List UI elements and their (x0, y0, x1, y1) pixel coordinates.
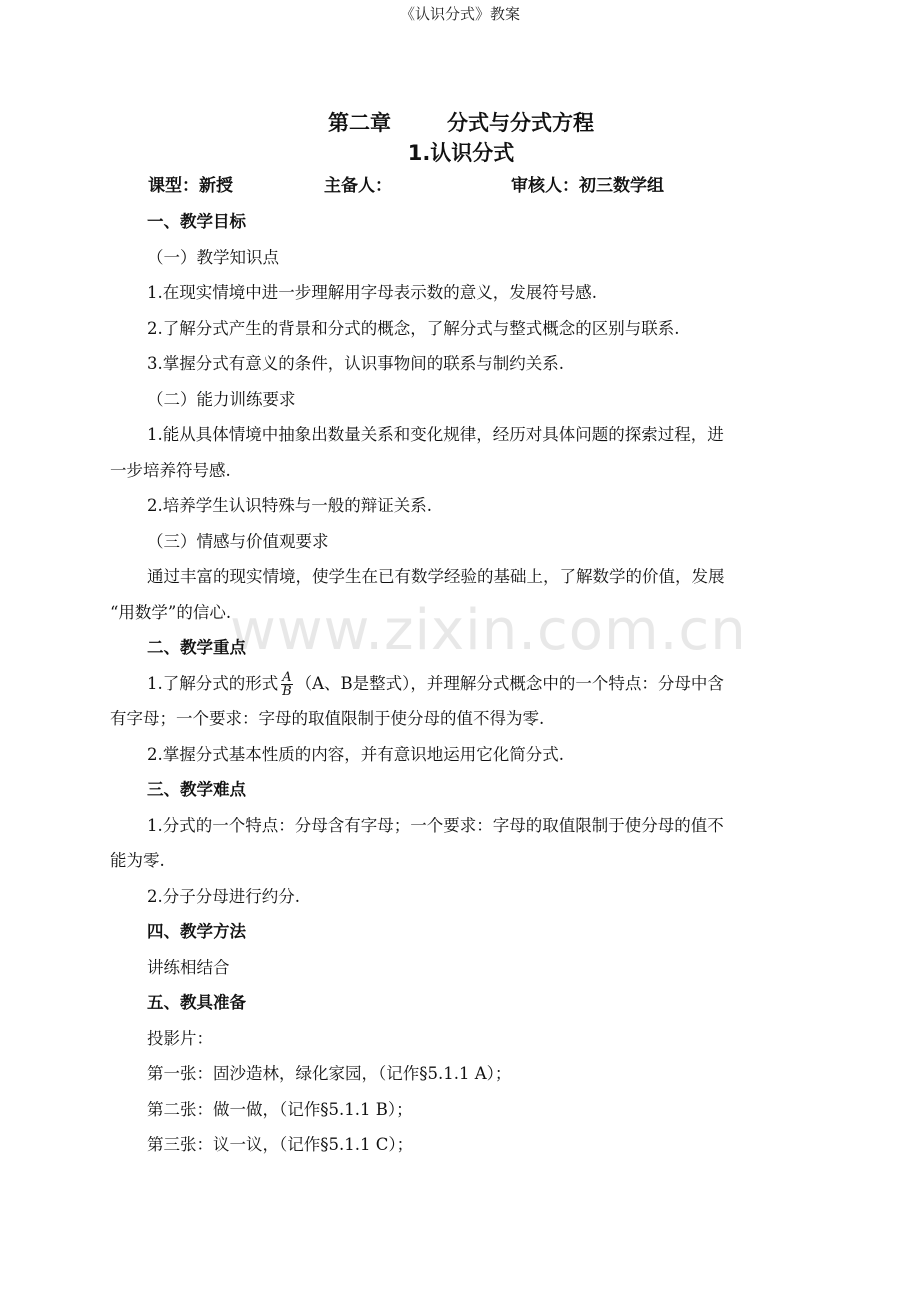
page-header: 《认识分式》教案 (399, 5, 520, 23)
key-point-1-line-2: 有字母；一个要求：字母的取值限制于使分母的值不得为零. (110, 709, 545, 728)
difficulty-1-line-1: 1.分式的一个特点：分母含有字母；一个要求：字母的取值限制于使分母的值不 (147, 815, 724, 835)
knowledge-point-1: 1.在现实情境中进一步理解用字母表示数的意义，发展符号感. (147, 283, 597, 302)
fraction-a-over-b (281, 671, 292, 698)
fraction-numerator: A (282, 669, 292, 685)
section-heading-methods: 四、教学方法 (147, 922, 246, 941)
section-heading-key-points: 二、教学重点 (147, 638, 246, 657)
reviewer: 审核人：初三数学组 (511, 176, 664, 196)
key-point-1-prefix: 1.了解分式的形式 (147, 673, 279, 693)
chapter-title (110, 108, 812, 138)
knowledge-point-2: 2.了解分式产生的背景和分式的概念，了解分式与整式概念的区别与联系. (147, 318, 680, 338)
section-heading-difficulties: 三、教学难点 (147, 780, 246, 799)
chapter-number: 第二章 (328, 111, 391, 135)
document-body (110, 108, 812, 1163)
lesson-type: 课型：新授 (148, 176, 233, 196)
chapter-name: 分式与分式方程 (447, 111, 594, 135)
methods-text: 讲练相结合 (147, 957, 230, 977)
materials-item: 第三张：议一议，（记作§5.1.1 C）； (147, 1135, 414, 1154)
ability-point-2: 2.培养学生认识特殊与一般的辩证关系. (147, 496, 432, 515)
knowledge-point-3: 3.掌握分式有意义的条件，认识事物间的联系与制约关系. (147, 354, 564, 373)
values-text-line-2: “用数学”的信心. (110, 602, 232, 622)
lead-preparer: 主备人： (324, 176, 392, 196)
key-point-1-line-1 (110, 666, 812, 702)
section-heading-materials: 五、教具准备 (147, 993, 246, 1012)
difficulty-2: 2.分子分母进行约分. (147, 886, 300, 906)
key-point-1-suffix: （A、B是整式），并理解分式概念中的一个特点：分母中含 (295, 673, 724, 693)
watermark: www.zixin.com.cn (230, 598, 747, 663)
ability-point-1-line-2: 一步培养符号感. (110, 460, 231, 480)
materials-intro: 投影片： (147, 1028, 213, 1048)
materials-item: 第二张：做一做，（记作§5.1.1 B）； (147, 1099, 413, 1119)
lesson-title: 1.认识分式 (407, 141, 515, 165)
fraction-denominator: B (282, 683, 292, 699)
section-heading-goals: 一、教学目标 (147, 212, 246, 231)
key-point-2: 2.掌握分式基本性质的内容，并有意识地运用它化简分式. (147, 744, 564, 764)
materials-item: 第一张：固沙造林，绿化家园，（记作§5.1.1 A）； (147, 1064, 512, 1083)
subheading-ability: （二）能力训练要求 (147, 389, 296, 409)
values-text-line-1: 通过丰富的现实情境，使学生在已有数学经验的基础上，了解数学的价值，发展 (147, 567, 725, 586)
subheading-values: （三）情感与价值观要求 (147, 531, 329, 551)
lesson-meta (148, 168, 812, 204)
subheading-knowledge: （一）教学知识点 (147, 247, 279, 267)
difficulty-1-line-2: 能为零. (110, 851, 165, 870)
ability-point-1-line-1: 1.能从具体情境中抽象出数量关系和变化规律，经历对具体问题的探索过程，进 (147, 425, 724, 444)
